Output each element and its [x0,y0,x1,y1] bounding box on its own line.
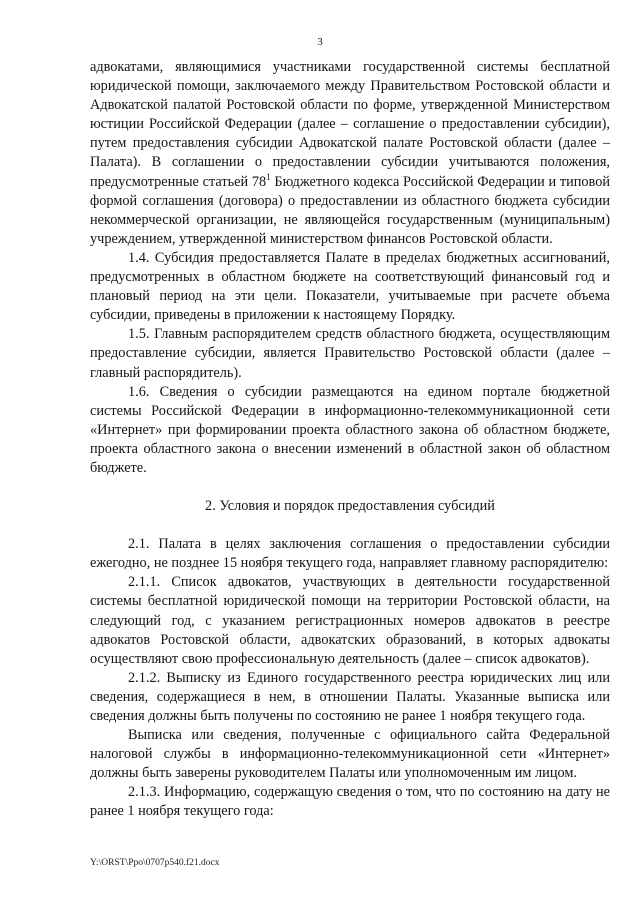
page-number: 3 [317,36,323,48]
paragraph-2-1-3: 2.1.3. Информацию, содержащую сведения о том, что по состоянию на дату не ранее 1 ноября текущего года: [90,784,610,820]
paragraph-intro-text: адвокатами, являющимися участниками государственной системы бесплатной юридической помощи, заключаемого между Правительством Ростовской области и Адвокатской палатой Ростовской области по форме, утвержденной Министерством юстиции Российской Федерации (далее – соглашение о предоставлении субсидии), путем предоставления субсидии Адвокатской палате Ростовской области (далее – Палата). В соглашении о предоставлении субсидии учитываются положения, предусмотренные статьей 78 [90,59,610,190]
paragraph-2-1-2: 2.1.2. Выписку из Единого государственного реестра юридических лиц или сведения, содержащиеся в нем, в отношении Палаты. Указанные выписка или сведения должны быть получены по состоянию не ранее 1 ноября текущего года. [90,669,610,724]
paragraph-intro [90,58,610,249]
document-body [90,58,610,822]
paragraph-1-6: 1.6. Сведения о субсидии размещаются на едином портале бюджетной системы Российской Федерации в информационно-телекоммуникационной сети «Интернет» при формировании проекта областного закона об областном бюджете, проекта областного закона о внесении изменений в областной закон об областном бюджете. [90,383,610,476]
paragraph-intro-text-cont: Бюджетного кодекса Российской Федерации и типовой формой соглашения (договора) о предоставлении из областного бюджета субсидии некоммерческой организации, не являющейся государственным (муниципальным) учреждением, утвержденной министерством финансов Ростовской области. [90,173,611,247]
paragraph-extract: Выписка или сведения, полученные с официального сайта Федеральной налоговой службы в информационно-телекоммуникационной сети «Интернет» должны быть заверены руководителем Палаты или уполномоченным им лицом. [90,727,610,782]
paragraph-1-5: 1.5. Главным распорядителем средств областного бюджета, осуществляющим предоставление субсидии, является Правительство Ростовской области (далее – главный распорядитель). [90,326,610,381]
footer-file-path: Y:\ORST\Ppo\0707p540.f21.docx [90,858,220,868]
paragraph-2-1-1: 2.1.1. Список адвокатов, участвующих в деятельности государственной системы бесплатной юридической помощи на территории Ростовской области, на следующий год, с указанием регистрационных номеров адвокатов в реестре адвокатов Ростовской области, адвокатских образований, в которых адвокаты осуществляют свою профессиональную деятельность (далее – список адвокатов). [90,574,610,667]
section-heading-2: 2. Условия и порядок предоставления субсидий [205,498,495,515]
paragraph-2-1: 2.1. Палата в целях заключения соглашения о предоставлении субсидии ежегодно, не позднее 15 ноября текущего года, направляет главному распорядителю: [90,536,610,572]
paragraph-1-4: 1.4. Субсидия предоставляется Палате в пределах бюджетных ассигнований, предусмотренных в областном бюджете на соответствующий финансовый год и плановый период на эти цели. Показатели, учитываемые при расчете объема субсидии, приведены в приложении к настоящему Порядку. [90,249,610,324]
article-superscript: 1 [266,171,271,182]
